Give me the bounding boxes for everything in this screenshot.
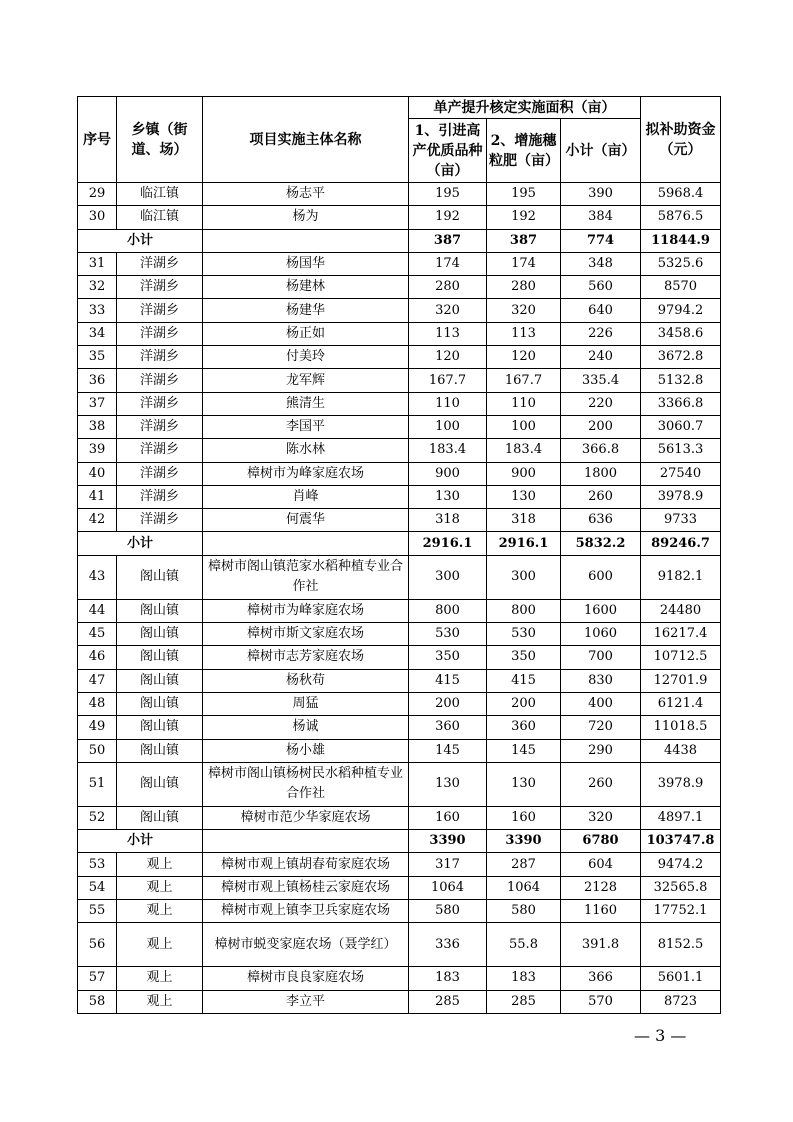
row-fertilizer-area: 387 [487,229,561,252]
table-row [78,276,721,299]
row-subsidy: 3366.8 [641,392,721,415]
row-improved-variety-area: 387 [409,229,487,252]
row-town: 观上 [117,853,203,876]
row-entity: 樟树市为峰家庭农场 [203,462,409,485]
header-seq: 序号 [78,97,117,183]
row-improved-variety-area: 317 [409,853,487,876]
row-entity: 樟树市范少华家庭农场 [203,806,409,829]
row-improved-variety-area: 360 [409,716,487,739]
row-subtotal-area: 5832.2 [561,532,641,555]
row-fertilizer-area: 320 [487,299,561,322]
row-improved-variety-area: 415 [409,669,487,692]
header-subsidy: 拟补助资金（元） [641,97,721,183]
row-town: 观上 [117,900,203,923]
row-town: 洋湖乡 [117,392,203,415]
row-subtotal-area: 1600 [561,599,641,622]
table-row [78,599,721,622]
table-row [78,252,721,275]
row-fertilizer-area: 1064 [487,876,561,899]
row-improved-variety-area: 160 [409,806,487,829]
row-town: 洋湖乡 [117,509,203,532]
row-entity: 樟树市阁山镇范家水稻种植专业合作社 [203,555,409,599]
row-entity: 樟树市斯文家庭农场 [203,623,409,646]
row-subtotal-area: 1800 [561,462,641,485]
row-fertilizer-area: 160 [487,806,561,829]
row-entity: 李国平 [203,415,409,438]
row-fertilizer-area: 580 [487,900,561,923]
subtotal-label: 小计 [78,229,203,252]
subtotal-label: 小计 [78,532,203,555]
row-fertilizer-area: 280 [487,276,561,299]
row-improved-variety-area: 130 [409,762,487,806]
row-improved-variety-area: 110 [409,392,487,415]
row-subsidy: 4897.1 [641,806,721,829]
row-improved-variety-area: 580 [409,900,487,923]
row-fertilizer-area: 3390 [487,830,561,853]
row-town: 临江镇 [117,206,203,229]
row-subsidy: 5613.3 [641,439,721,462]
row-seq: 48 [78,692,117,715]
row-subtotal-area: 774 [561,229,641,252]
row-subtotal-area: 640 [561,299,641,322]
row-seq: 52 [78,806,117,829]
row-entity: 樟树市观上镇胡春荀家庭农场 [203,853,409,876]
row-fertilizer-area: 113 [487,322,561,345]
row-subsidy: 5968.4 [641,183,721,206]
table-row [78,923,721,967]
row-entity: 龙军辉 [203,369,409,392]
row-town: 洋湖乡 [117,439,203,462]
row-subtotal-area: 1060 [561,623,641,646]
header-col1: 1、引进高产优质品种（亩） [409,119,487,183]
row-subsidy: 9794.2 [641,299,721,322]
row-subtotal-area: 200 [561,415,641,438]
row-subsidy: 6121.4 [641,692,721,715]
row-improved-variety-area: 183 [409,967,487,990]
row-seq: 54 [78,876,117,899]
row-town: 观上 [117,967,203,990]
row-seq: 42 [78,509,117,532]
row-seq: 57 [78,967,117,990]
row-seq: 51 [78,762,117,806]
header-col2: 2、增施穗粒肥（亩） [487,119,561,183]
row-town: 阁山镇 [117,555,203,599]
table-row [78,509,721,532]
table-row [78,206,721,229]
empty-cell [203,229,409,252]
row-subtotal-area: 391.8 [561,923,641,967]
row-seq: 49 [78,716,117,739]
table-row [78,439,721,462]
empty-cell [203,532,409,555]
row-subtotal-area: 604 [561,853,641,876]
row-entity: 樟树市观上镇杨桂云家庭农场 [203,876,409,899]
row-entity: 樟树市志芳家庭农场 [203,646,409,669]
row-fertilizer-area: 285 [487,990,561,1013]
row-seq: 46 [78,646,117,669]
row-entity: 付美玲 [203,346,409,369]
row-entity: 杨小雄 [203,739,409,762]
row-subtotal-area: 700 [561,646,641,669]
row-fertilizer-area: 145 [487,739,561,762]
row-fertilizer-area: 100 [487,415,561,438]
row-improved-variety-area: 174 [409,252,487,275]
row-improved-variety-area: 192 [409,206,487,229]
row-improved-variety-area: 530 [409,623,487,646]
table-row [78,739,721,762]
row-town: 观上 [117,990,203,1013]
row-seq: 47 [78,669,117,692]
row-seq: 55 [78,900,117,923]
row-seq: 45 [78,623,117,646]
row-subsidy: 3458.6 [641,322,721,345]
table-row [78,716,721,739]
row-entity: 熊清生 [203,392,409,415]
row-subsidy: 9733 [641,509,721,532]
row-fertilizer-area: 2916.1 [487,532,561,555]
row-town: 阁山镇 [117,762,203,806]
row-fertilizer-area: 174 [487,252,561,275]
header-subtotal: 小计（亩） [561,119,641,183]
table-row [78,623,721,646]
row-subtotal-area: 560 [561,276,641,299]
row-improved-variety-area: 320 [409,299,487,322]
subtotal-row [78,830,721,853]
row-seq: 40 [78,462,117,485]
row-fertilizer-area: 350 [487,646,561,669]
row-entity: 杨志平 [203,183,409,206]
row-fertilizer-area: 800 [487,599,561,622]
row-entity: 周猛 [203,692,409,715]
row-subsidy: 8570 [641,276,721,299]
row-fertilizer-area: 300 [487,555,561,599]
row-subtotal-area: 335.4 [561,369,641,392]
row-subtotal-area: 2128 [561,876,641,899]
row-seq: 43 [78,555,117,599]
row-improved-variety-area: 100 [409,415,487,438]
row-subtotal-area: 348 [561,252,641,275]
subtotal-label: 小计 [78,830,203,853]
row-town: 观上 [117,923,203,967]
row-entity: 杨建林 [203,276,409,299]
row-fertilizer-area: 195 [487,183,561,206]
row-improved-variety-area: 113 [409,322,487,345]
table-row [78,853,721,876]
header-town: 乡镇（街道、场） [117,97,203,183]
row-town: 洋湖乡 [117,462,203,485]
row-subsidy: 27540 [641,462,721,485]
row-seq: 56 [78,923,117,967]
row-entity: 杨为 [203,206,409,229]
row-entity: 樟树市阁山镇杨树民水稻种植专业合作社 [203,762,409,806]
row-improved-variety-area: 900 [409,462,487,485]
table-body [78,183,721,1014]
row-town: 阁山镇 [117,692,203,715]
row-entity: 樟树市蜕变家庭农场（聂学红） [203,923,409,967]
row-subsidy: 5601.1 [641,967,721,990]
row-improved-variety-area: 167.7 [409,369,487,392]
row-seq: 33 [78,299,117,322]
row-subtotal-area: 240 [561,346,641,369]
row-fertilizer-area: 55.8 [487,923,561,967]
row-subtotal-area: 390 [561,183,641,206]
row-subtotal-area: 384 [561,206,641,229]
row-town: 洋湖乡 [117,252,203,275]
row-subtotal-area: 600 [561,555,641,599]
row-subsidy: 10712.5 [641,646,721,669]
row-town: 阁山镇 [117,623,203,646]
row-town: 阁山镇 [117,599,203,622]
row-town: 阁山镇 [117,646,203,669]
row-seq: 39 [78,439,117,462]
row-subsidy: 9474.2 [641,853,721,876]
row-entity: 樟树市观上镇李卫兵家庭农场 [203,900,409,923]
row-fertilizer-area: 192 [487,206,561,229]
row-seq: 44 [78,599,117,622]
row-entity: 李立平 [203,990,409,1013]
row-subtotal-area: 226 [561,322,641,345]
table-row [78,415,721,438]
row-fertilizer-area: 287 [487,853,561,876]
row-town: 洋湖乡 [117,415,203,438]
row-town: 观上 [117,876,203,899]
row-subsidy: 24480 [641,599,721,622]
row-subtotal-area: 366 [561,967,641,990]
row-subsidy: 11844.9 [641,229,721,252]
table-row [78,900,721,923]
table-row [78,692,721,715]
table-row [78,555,721,599]
row-subsidy: 9182.1 [641,555,721,599]
row-entity: 杨诚 [203,716,409,739]
table-row [78,462,721,485]
row-improved-variety-area: 285 [409,990,487,1013]
row-subtotal-area: 1160 [561,900,641,923]
row-subtotal-area: 366.8 [561,439,641,462]
header-area-group: 单产提升核定实施面积（亩） [409,97,641,119]
row-subsidy: 3060.7 [641,415,721,438]
row-seq: 29 [78,183,117,206]
row-entity: 杨国华 [203,252,409,275]
row-improved-variety-area: 200 [409,692,487,715]
table-row [78,990,721,1013]
row-seq: 58 [78,990,117,1013]
row-improved-variety-area: 3390 [409,830,487,853]
row-subsidy: 5132.8 [641,369,721,392]
table-row [78,485,721,508]
row-subtotal-area: 636 [561,509,641,532]
table-row [78,762,721,806]
row-improved-variety-area: 130 [409,485,487,508]
row-subtotal-area: 720 [561,716,641,739]
row-subsidy: 5876.5 [641,206,721,229]
row-town: 阁山镇 [117,669,203,692]
row-improved-variety-area: 336 [409,923,487,967]
row-town: 洋湖乡 [117,276,203,299]
table-row [78,183,721,206]
row-fertilizer-area: 167.7 [487,369,561,392]
row-subtotal-area: 290 [561,739,641,762]
row-subtotal-area: 570 [561,990,641,1013]
row-seq: 37 [78,392,117,415]
row-subsidy: 103747.8 [641,830,721,853]
row-fertilizer-area: 360 [487,716,561,739]
row-town: 阁山镇 [117,739,203,762]
row-fertilizer-area: 183.4 [487,439,561,462]
row-improved-variety-area: 120 [409,346,487,369]
row-subsidy: 4438 [641,739,721,762]
row-entity: 杨正如 [203,322,409,345]
row-entity: 肖峰 [203,485,409,508]
row-seq: 30 [78,206,117,229]
row-improved-variety-area: 350 [409,646,487,669]
row-subsidy: 89246.7 [641,532,721,555]
table-row [78,369,721,392]
row-subsidy: 16217.4 [641,623,721,646]
row-improved-variety-area: 800 [409,599,487,622]
row-seq: 50 [78,739,117,762]
table-row [78,646,721,669]
row-subsidy: 8152.5 [641,923,721,967]
row-seq: 38 [78,415,117,438]
row-town: 阁山镇 [117,806,203,829]
row-fertilizer-area: 120 [487,346,561,369]
row-subsidy: 12701.9 [641,669,721,692]
header-entity: 项目实施主体名称 [203,97,409,183]
row-subtotal-area: 260 [561,762,641,806]
row-town: 洋湖乡 [117,485,203,508]
table-row [78,346,721,369]
subtotal-row [78,532,721,555]
row-fertilizer-area: 415 [487,669,561,692]
table-row [78,806,721,829]
row-entity: 何震华 [203,509,409,532]
page-number: — 3 — [634,1026,687,1045]
subtotal-row [78,229,721,252]
row-fertilizer-area: 130 [487,762,561,806]
row-improved-variety-area: 183.4 [409,439,487,462]
row-entity: 陈水林 [203,439,409,462]
row-town: 洋湖乡 [117,322,203,345]
row-subsidy: 8723 [641,990,721,1013]
table-row [78,967,721,990]
row-improved-variety-area: 195 [409,183,487,206]
row-fertilizer-area: 130 [487,485,561,508]
row-entity: 杨秋苟 [203,669,409,692]
row-subtotal-area: 6780 [561,830,641,853]
row-subsidy: 3672.8 [641,346,721,369]
row-subtotal-area: 400 [561,692,641,715]
row-fertilizer-area: 318 [487,509,561,532]
row-improved-variety-area: 280 [409,276,487,299]
row-seq: 53 [78,853,117,876]
row-subsidy: 3978.9 [641,485,721,508]
row-subtotal-area: 220 [561,392,641,415]
row-seq: 31 [78,252,117,275]
row-fertilizer-area: 900 [487,462,561,485]
row-town: 洋湖乡 [117,299,203,322]
table-row [78,669,721,692]
row-entity: 樟树市为峰家庭农场 [203,599,409,622]
row-fertilizer-area: 183 [487,967,561,990]
row-subsidy: 5325.6 [641,252,721,275]
row-improved-variety-area: 1064 [409,876,487,899]
row-town: 阁山镇 [117,716,203,739]
row-fertilizer-area: 110 [487,392,561,415]
row-seq: 32 [78,276,117,299]
row-seq: 36 [78,369,117,392]
row-improved-variety-area: 300 [409,555,487,599]
row-subsidy: 17752.1 [641,900,721,923]
table-row [78,876,721,899]
row-town: 临江镇 [117,183,203,206]
table-row [78,322,721,345]
row-improved-variety-area: 145 [409,739,487,762]
row-entity: 杨建华 [203,299,409,322]
row-town: 洋湖乡 [117,369,203,392]
row-seq: 35 [78,346,117,369]
row-subsidy: 3978.9 [641,762,721,806]
row-fertilizer-area: 530 [487,623,561,646]
row-fertilizer-area: 200 [487,692,561,715]
row-town: 洋湖乡 [117,346,203,369]
row-seq: 34 [78,322,117,345]
empty-cell [203,830,409,853]
row-subtotal-area: 260 [561,485,641,508]
row-subsidy: 11018.5 [641,716,721,739]
row-improved-variety-area: 2916.1 [409,532,487,555]
row-subtotal-area: 830 [561,669,641,692]
table-row [78,299,721,322]
row-subtotal-area: 320 [561,806,641,829]
row-improved-variety-area: 318 [409,509,487,532]
subsidy-table [77,96,721,1014]
row-entity: 樟树市良良家庭农场 [203,967,409,990]
row-seq: 41 [78,485,117,508]
row-subsidy: 32565.8 [641,876,721,899]
table-row [78,392,721,415]
